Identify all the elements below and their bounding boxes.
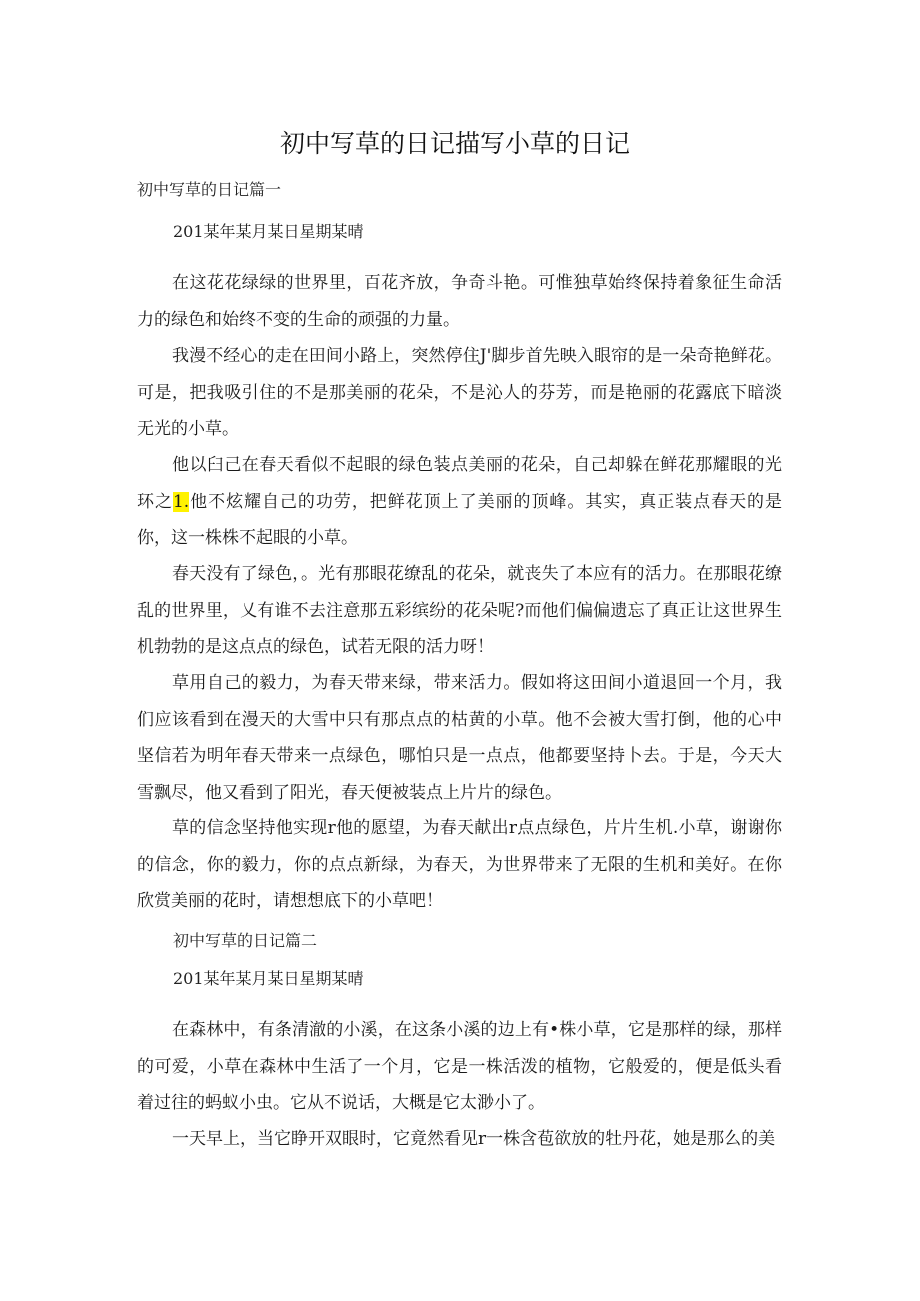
section1-paragraph-2: 我漫不经心的走在田间小路上，突然停住J'脚步首先映入眼帘的是一朵奇艳鲜花。可是，把我吸引住的不是那美丽的花朵，不是沁人的芬芳，而是艳丽的花露底下暗淡无光的小草。 <box>137 346 782 439</box>
section1-paragraph-3 <box>137 447 782 557</box>
section1-heading: 初中写草的日记篇一 <box>137 180 282 199</box>
paragraph-3-text-start: 他以臼己在春天看似不起眼的绿色装点美丽的花朵，自己却躲在鲜花那耀眼的光环之 <box>137 455 782 512</box>
highlighted-text: 1. <box>172 491 190 512</box>
section2-date: 201某年某月某日星期某晴 <box>173 969 364 988</box>
paragraph-3-text-end: 他不炫耀自己的功劳，把鲜花顶上了美丽的顶峰。其实，真正装点春天的是你，这一株株不起眼的小草。 <box>137 491 783 548</box>
section1-paragraph-6: 草的信念坚持他实现r他的愿望，为春天献出r点点绿色，片片生机.小草，谢谢你的信念，你的毅力，你的点点新绿，为春天，为世界带来了无限的生机和美好。在你欣赏美丽的花时，请想想底下的小草吧！ <box>137 818 782 911</box>
document-title: 初中写草的日记描写小草的日记 <box>279 129 630 158</box>
section2-heading: 初中写草的日记篇二 <box>173 931 318 950</box>
section1-paragraph-4: 春天没有了绿色，。光有那眼花缭乱的花朵，就丧失了本应有的活力。在那眼花缭乱的世界里，乂有谁不去注意那五彩缤纷的花朵呢?而他们偏偏遗忘了真正让这世界生机勃勃的是这点点的绿色，试若无限的活力呀！ <box>137 564 782 657</box>
section2-paragraph-2: 一天早上，当它睁开双眼时，它竟然看见r一株含苞欲放的牡丹花，她是那么的美 <box>172 1129 776 1149</box>
section1-paragraph-1: 在这花花绿绿的世界里，百花齐放，争奇斗艳。可惟独草始终保持着象征生命活力的绿色和始终不变的生命的顽强的力量。 <box>137 273 782 330</box>
section2-paragraph-1: 在森林中，有条清澈的小溪，在这条小溪的边上有•株小草，它是那样的绿，那样的可爱，小草在森林中生活了一个月，它是一株活泼的植物，它般爱的，便是低头看着过往的蚂蚁小虫。它从不说话，大概是它太渺小了。 <box>137 1020 782 1113</box>
section1-date: 201某年某月某日星期某晴 <box>173 222 364 241</box>
section1-paragraph-5: 草用自己的毅力，为春天带来绿，带来活力。假如将这田间小道退回一个月，我们应该看到在漫天的大雪中只有那点点的枯黄的小草。他不会被大雪打倒，他的心中坚信若为明年春天带来一点绿色，哪怕只是一点点，他都要坚持卜去。于是，今天大雪飘尽，他又看到了阳光，春天便被装点上片片的绿色。 <box>137 673 782 803</box>
